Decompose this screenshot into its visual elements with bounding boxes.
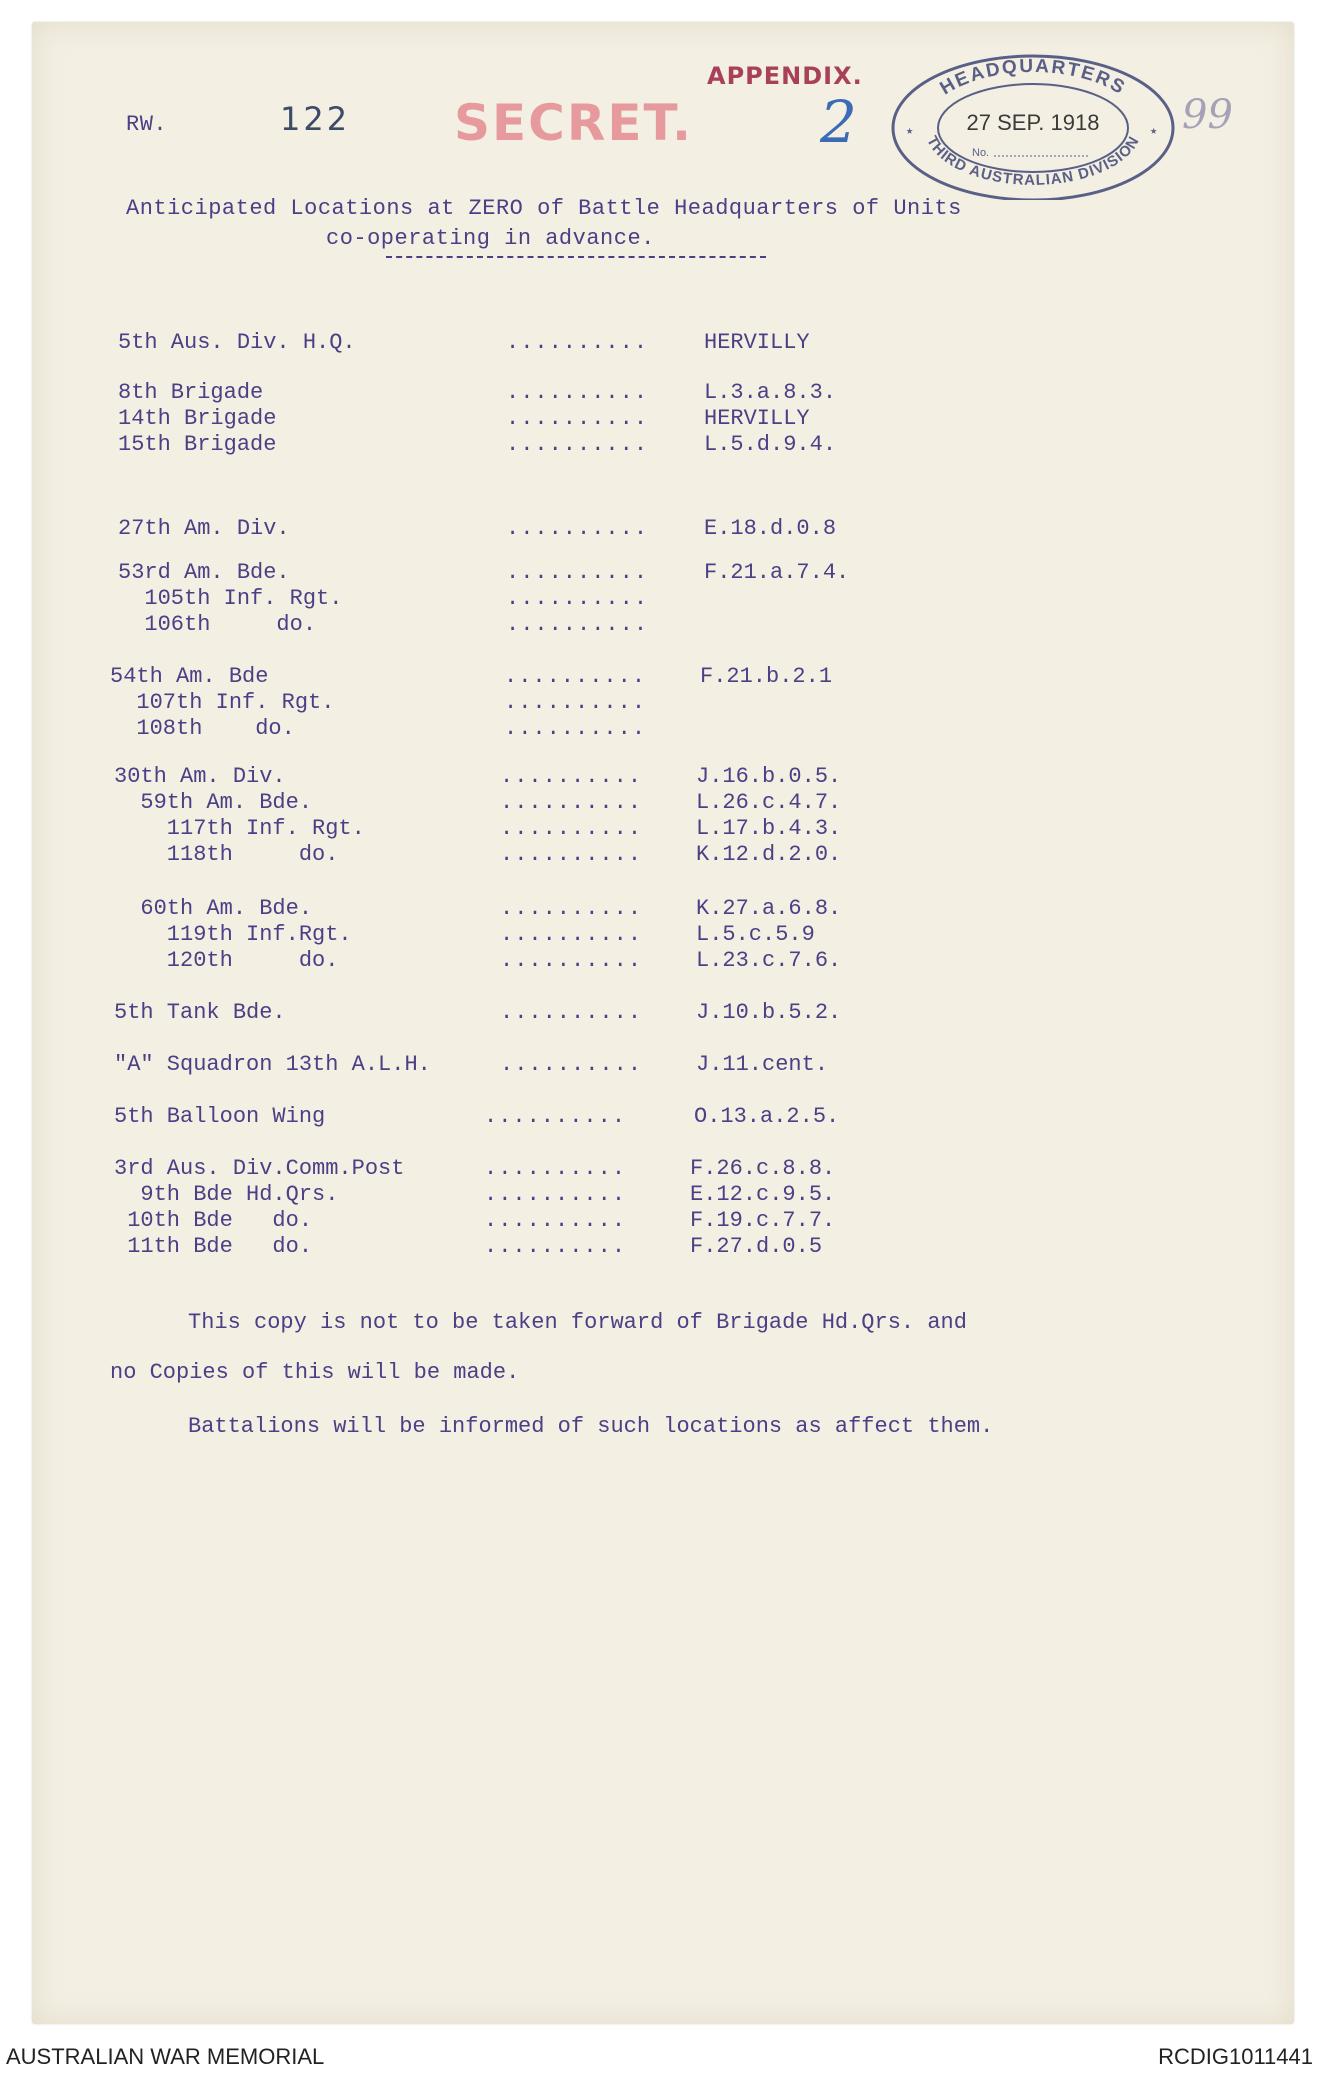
footer-credit: AUSTRALIAN WAR MEMORIAL	[6, 2044, 325, 2069]
map-reference: F.21.a.7.4.	[704, 560, 850, 585]
map-reference: F.19.c.7.7.	[690, 1208, 836, 1233]
dot-leader: ..........	[484, 1156, 627, 1181]
document-subtitle: co-operating in advance.	[326, 226, 655, 251]
document-title: Anticipated Locations at ZERO of Battle Headquarters of Units	[126, 196, 962, 221]
unit-name: 120th do.	[114, 948, 339, 973]
unit-name: 108th do.	[110, 716, 295, 741]
map-reference: E.18.d.0.8	[704, 516, 837, 541]
headquarters-stamp	[888, 50, 1178, 200]
footer-record-id: RCDIG1011441	[1158, 2044, 1313, 2069]
svg-text:★: ★	[1150, 124, 1158, 138]
map-reference: F.21.b.2.1	[700, 664, 833, 689]
dot-leader: ..........	[506, 560, 649, 585]
stamp-top-text: HEADQUARTERS	[936, 55, 1130, 100]
dot-leader: ..........	[500, 896, 643, 921]
dot-leader: ..........	[500, 1052, 643, 1077]
stamp-no-label: No.	[972, 147, 990, 159]
map-reference: HERVILLY	[704, 406, 810, 431]
note-line-3: Battalions will be informed of such locations as affect them.	[188, 1414, 994, 1439]
dot-leader: ..........	[504, 690, 647, 715]
stamp-date: 27 SEP. 1918	[966, 110, 1100, 135]
dot-leader: ..........	[500, 816, 643, 841]
svg-text:HEADQUARTERS	[937, 56, 1130, 100]
unit-name: 106th do.	[118, 612, 317, 637]
dot-leader: ..........	[484, 1208, 627, 1233]
map-reference: J.10.b.5.2.	[696, 1000, 842, 1025]
map-reference: K.27.a.6.8.	[696, 896, 842, 921]
dot-leader: ..........	[504, 716, 647, 741]
unit-name: 9th Bde Hd.Qrs.	[114, 1182, 339, 1207]
dot-leader: ..........	[506, 406, 649, 431]
svg-text:★: ★	[906, 124, 914, 138]
map-reference: F.26.c.8.8.	[690, 1156, 836, 1181]
unit-name: 54th Am. Bde	[110, 664, 269, 689]
stamp-bottom-text: THIRD AUSTRALIAN DIVISION	[923, 133, 1143, 189]
dot-leader: ..........	[500, 790, 643, 815]
unit-name: 53rd Am. Bde.	[118, 560, 290, 585]
map-reference: E.12.c.9.5.	[690, 1182, 836, 1207]
dot-leader: ..........	[506, 586, 649, 611]
unit-name: 119th Inf.Rgt.	[114, 922, 352, 947]
dot-leader: ..........	[500, 764, 643, 789]
unit-name: 8th Brigade	[118, 380, 264, 405]
unit-name: 5th Tank Bde.	[114, 1000, 286, 1025]
map-reference: L.5.c.5.9	[696, 922, 815, 947]
map-reference: L.17.b.4.3.	[696, 816, 842, 841]
map-reference: O.13.a.2.5.	[694, 1104, 840, 1129]
dot-leader: ..........	[500, 922, 643, 947]
map-reference: L.23.c.7.6.	[696, 948, 842, 973]
unit-name: 107th Inf. Rgt.	[110, 690, 335, 715]
map-reference: L.5.d.9.4.	[704, 432, 837, 457]
dot-leader: ..........	[506, 432, 649, 457]
secret-stamp: SECRET.	[454, 94, 694, 152]
unit-name: 117th Inf. Rgt.	[114, 816, 365, 841]
dot-leader: ..........	[484, 1104, 627, 1129]
unit-name: 5th Balloon Wing	[114, 1104, 326, 1129]
unit-name: "A" Squadron 13th A.L.H.	[114, 1052, 431, 1077]
reference-label: RW.	[126, 112, 168, 137]
title-underline	[386, 256, 766, 258]
appendix-number: 2	[820, 88, 857, 156]
map-reference: HERVILLY	[704, 330, 810, 355]
note-line-1: This copy is not to be taken forward of Brigade Hd.Qrs. and	[188, 1310, 967, 1335]
unit-name: 60th Am. Bde.	[114, 896, 313, 921]
dot-leader: ..........	[484, 1182, 627, 1207]
note-line-2: no Copies of this will be made.	[110, 1360, 520, 1385]
unit-name: 5th Aus. Div. H.Q.	[118, 330, 356, 355]
unit-name: 15th Brigade	[118, 432, 277, 457]
dot-leader: ..........	[500, 948, 643, 973]
unit-name: 118th do.	[114, 842, 339, 867]
unit-name: 30th Am. Div.	[114, 764, 286, 789]
map-reference: F.27.d.0.5	[690, 1234, 823, 1259]
map-reference: J.16.b.0.5.	[696, 764, 842, 789]
map-reference: J.11.cent.	[696, 1052, 829, 1077]
dot-leader: ..........	[500, 842, 643, 867]
map-reference: L.3.a.8.3.	[704, 380, 837, 405]
unit-name: 11th Bde do.	[114, 1234, 313, 1259]
dot-leader: ..........	[506, 516, 649, 541]
unit-name: 3rd Aus. Div.Comm.Post	[114, 1156, 405, 1181]
unit-name: 10th Bde do.	[114, 1208, 313, 1233]
page-number: 99	[1182, 92, 1233, 138]
dot-leader: ..........	[506, 380, 649, 405]
dot-leader: ..........	[506, 330, 649, 355]
dot-leader: ..........	[506, 612, 649, 637]
reference-number: 122	[280, 100, 351, 138]
svg-text:THIRD AUSTRALIAN DIVISION	[923, 133, 1143, 189]
unit-name: 59th Am. Bde.	[114, 790, 313, 815]
appendix-stamp: APPENDIX.	[707, 62, 863, 90]
map-reference: K.12.d.2.0.	[696, 842, 842, 867]
dot-leader: ..........	[484, 1234, 627, 1259]
unit-name: 105th Inf. Rgt.	[118, 586, 343, 611]
map-reference: L.26.c.4.7.	[696, 790, 842, 815]
dot-leader: ..........	[504, 664, 647, 689]
dot-leader: ..........	[500, 1000, 643, 1025]
unit-name: 14th Brigade	[118, 406, 277, 431]
unit-name: 27th Am. Div.	[118, 516, 290, 541]
